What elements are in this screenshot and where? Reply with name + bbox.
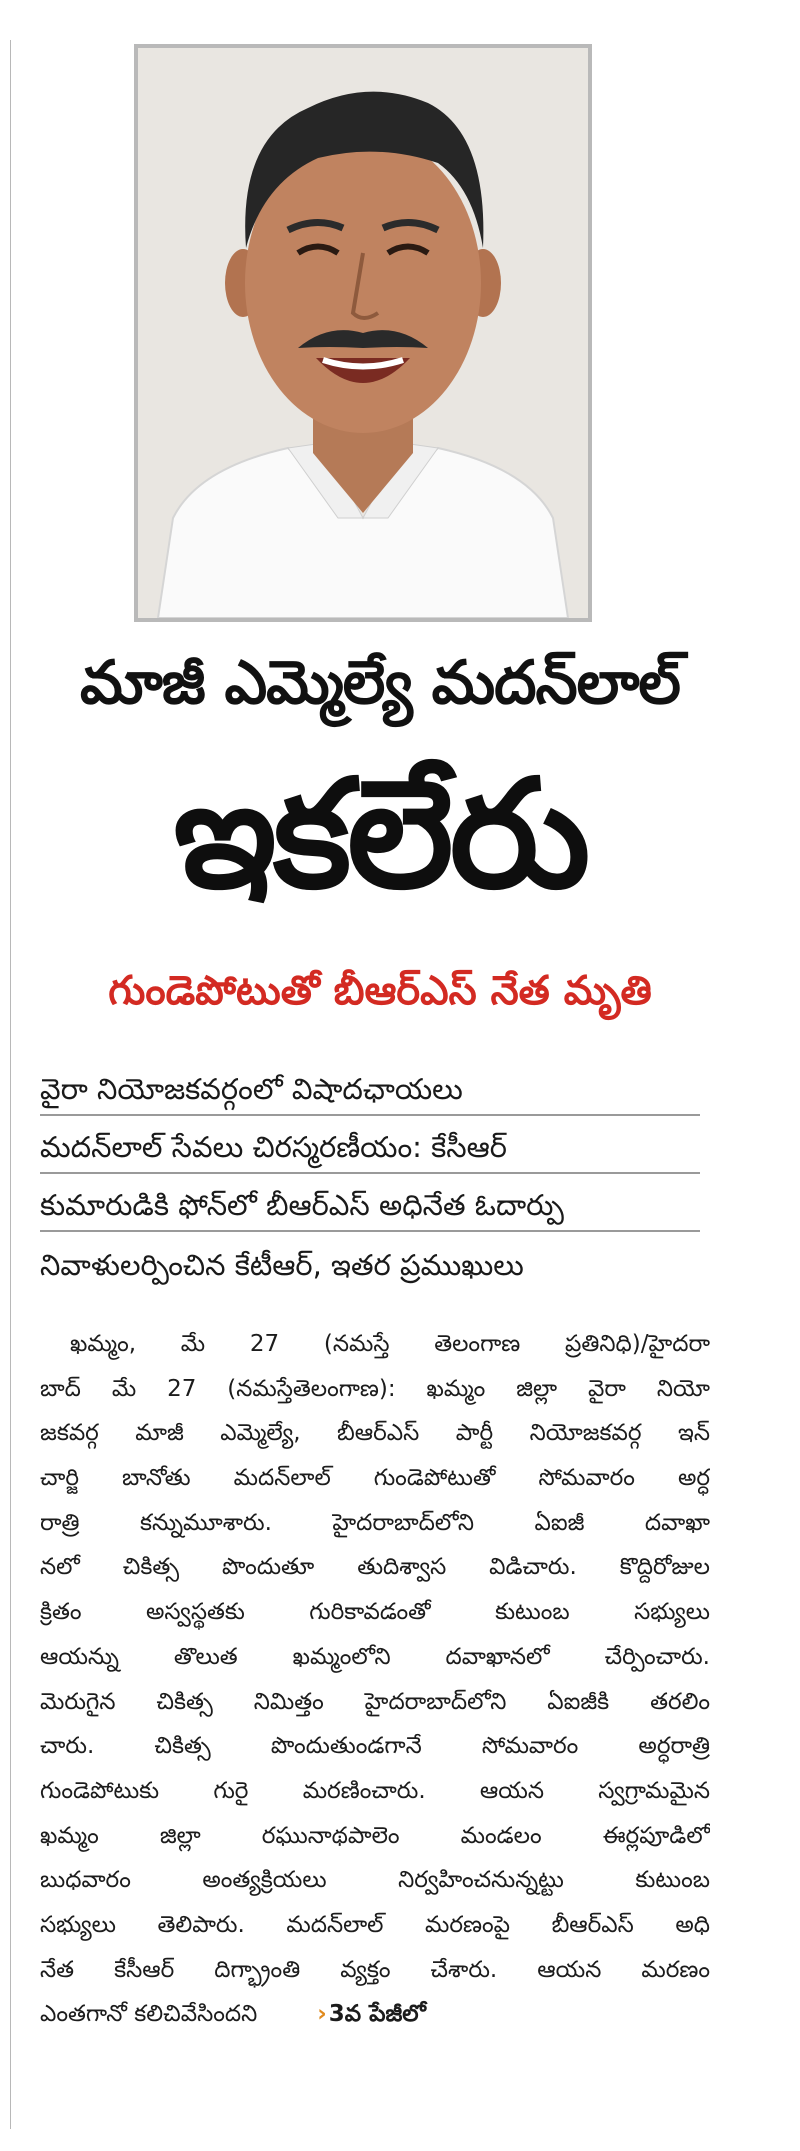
body-line: నేత కేసీఆర్‌ దిగ్భ్రాంతి వ్యక్తం చేశారు. ఆయన మరణం (40, 1956, 710, 1983)
body-line: ఖమ్మం జిల్లా రఘునాథపాలెం మండలం ఈర్లపూడిలో (40, 1822, 710, 1849)
deck-line-1: వైరా నియోజకవర్గంలో విషాదఛాయలు (40, 1074, 700, 1116)
body-line: చార్జి బానోతు మదన్‌లాల్‌ గుండెపోటుతో సోమవారం అర్ధ (40, 1465, 710, 1492)
kicker-heading: మాజీ ఎమ్మెల్యే మదన్‌లాల్ (80, 648, 680, 718)
body-line-final-text: ఎంతగానో కలిచివేసిందని (40, 2001, 258, 2028)
subheadline: గుండెపోటుతో బీఆర్‌ఎస్‌ నేత మృతి (108, 968, 652, 1014)
body-line: నలో చికిత్స పొందుతూ తుదిశ్వాస విడిచారు. కొద్దిరోజుల (40, 1554, 710, 1581)
portrait-illustration (138, 48, 588, 618)
deck-line-2: మదన్‌లాల్‌ సేవలు చిరస్మరణీయం: కేసీఆర్‌ (40, 1132, 700, 1174)
body-line: బాద్‌ మే 27 (నమస్తేతెలంగాణ): ఖమ్మం జిల్లా వైరా నియో (40, 1375, 710, 1402)
body-line: క్రితం అస్వస్థతకు గురికావడంతో కుటుంబ సభ్యులు (40, 1599, 710, 1626)
body-line: ఖమ్మం, మే 27 (నమస్తే తెలంగాణ ప్రతినిధి)/హైదరా (70, 1331, 710, 1357)
body-line: బుధవారం అంత్యక్రియలు నిర్వహించనున్నట్టు కుటుంబ (40, 1867, 710, 1894)
body-line: ఆయన్ను తొలుత ఖమ్మంలోని దవాఖానలో చేర్పించారు. (40, 1643, 710, 1670)
body-line: గుండెపోటుకు గురై మరణించారు. ఆయన స్వగ్రామమైన (40, 1777, 710, 1804)
main-headline: ఇకలేరు (173, 748, 587, 922)
body-line: రాత్రి కన్నుమూశారు. హైదరాబాద్‌లోని ఏఐజీ దవాఖా (40, 1509, 710, 1536)
continued-on-page-link[interactable] (317, 1992, 426, 2037)
article-body (40, 1322, 710, 2037)
body-line: చారు. చికిత్స పొందుతుండగానే సోమవారం అర్ధరాత్రి (40, 1733, 710, 1760)
deck-line-4: నివాళులర్పించిన కేటీఆర్‌, ఇతర ప్రముఖులు (40, 1248, 524, 1282)
body-line: మెరుగైన చికిత్స నిమిత్తం హైదరాబాద్‌లోని ఏఐజీకి తరలిం (40, 1688, 710, 1715)
body-line-final (40, 1992, 710, 2037)
continued-on-page-label: 3వ పేజీలో (328, 2001, 426, 2028)
portrait-photo (134, 44, 592, 622)
chevron-right-icon: › (317, 2001, 327, 2028)
deck-line-3: కుమారుడికి ఫోన్‌లో బీఆర్‌ఎస్‌ అధినేత ఓదార్పు (40, 1190, 700, 1232)
body-line: సభ్యులు తెలిపారు. మదన్‌లాల్‌ మరణంపై బీఆర్‌ఎస్‌ అధి (40, 1911, 710, 1938)
column-divider (10, 40, 11, 2129)
body-line: జకవర్గ మాజీ ఎమ్మెల్యే, బీఆర్‌ఎస్‌ పార్టీ నియోజకవర్గ ఇన్‌ (40, 1420, 710, 1447)
